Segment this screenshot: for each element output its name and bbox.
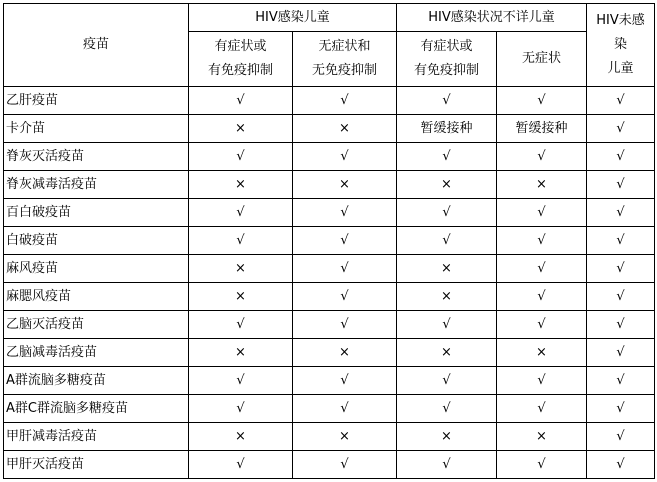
recommendation-cell-c5: √ [587, 87, 655, 115]
vaccine-name-cell: A群流脑多糖疫苗 [4, 367, 189, 395]
recommendation-cell-c1: √ [189, 395, 293, 423]
recommendation-cell-c4: √ [497, 367, 587, 395]
recommendation-cell-c1: √ [189, 311, 293, 339]
vaccine-name-cell: 百白破疫苗 [4, 199, 189, 227]
recommendation-cell-c5: √ [587, 227, 655, 255]
column-header-hiv-uninfected [587, 4, 655, 87]
recommendation-cell-c2: √ [293, 367, 397, 395]
vaccine-name-cell: 脊灰灭活疫苗 [4, 143, 189, 171]
recommendation-cell-c5: √ [587, 451, 655, 479]
recommendation-cell-c1: × [189, 171, 293, 199]
table-row [4, 143, 655, 171]
recommendation-cell-c3: √ [397, 87, 497, 115]
recommendation-cell-c3: × [397, 339, 497, 367]
table-row [4, 339, 655, 367]
table-row [4, 115, 655, 143]
table-row [4, 311, 655, 339]
recommendation-cell-c2: √ [293, 311, 397, 339]
recommendation-cell-c3: × [397, 423, 497, 451]
recommendation-cell-c2: × [293, 423, 397, 451]
recommendation-cell-c2: × [293, 171, 397, 199]
recommendation-cell-c5: √ [587, 143, 655, 171]
recommendation-cell-c4: √ [497, 227, 587, 255]
subheader-line1: 无症状 [521, 51, 561, 66]
subheader-line1: 有症状或 [214, 39, 267, 54]
recommendation-cell-c5: √ [587, 367, 655, 395]
recommendation-cell-c2: × [293, 339, 397, 367]
recommendation-cell-c3: × [397, 255, 497, 283]
recommendation-cell-c1: × [189, 339, 293, 367]
recommendation-cell-c2: √ [293, 227, 397, 255]
table-row [4, 423, 655, 451]
recommendation-cell-c4: √ [497, 199, 587, 227]
table-row [4, 255, 655, 283]
recommendation-cell-c3: √ [397, 227, 497, 255]
header-row-groups [4, 4, 655, 32]
recommendation-cell-c4: √ [497, 87, 587, 115]
recommendation-cell-c1: √ [189, 367, 293, 395]
recommendation-cell-c4: × [497, 171, 587, 199]
recommendation-cell-c2: √ [293, 199, 397, 227]
recommendation-cell-c4: √ [497, 311, 587, 339]
recommendation-cell-c3: √ [397, 451, 497, 479]
recommendation-cell-c4: 暂缓接种 [497, 115, 587, 143]
recommendation-cell-c1: √ [189, 143, 293, 171]
vaccine-name-cell: 卡介苗 [4, 115, 189, 143]
table-row [4, 87, 655, 115]
recommendation-cell-c2: √ [293, 451, 397, 479]
recommendation-cell-c5: √ [587, 199, 655, 227]
recommendation-cell-c3: √ [397, 395, 497, 423]
table-row [4, 283, 655, 311]
recommendation-cell-c1: × [189, 283, 293, 311]
recommendation-cell-c3: √ [397, 143, 497, 171]
table-row [4, 395, 655, 423]
recommendation-cell-c5: √ [587, 423, 655, 451]
recommendation-cell-c1: √ [189, 199, 293, 227]
recommendation-cell-c4: √ [497, 255, 587, 283]
vaccine-name-cell: A群C群流脑多糖疫苗 [4, 395, 189, 423]
subheader-unknown-asymptomatic [497, 32, 587, 87]
recommendation-cell-c4: √ [497, 451, 587, 479]
recommendation-cell-c5: √ [587, 395, 655, 423]
vaccine-name-cell: 白破疫苗 [4, 227, 189, 255]
recommendation-cell-c5: √ [587, 283, 655, 311]
table-row [4, 227, 655, 255]
recommendation-cell-c3: √ [397, 199, 497, 227]
recommendation-cell-c4: √ [497, 395, 587, 423]
recommendation-cell-c2: √ [293, 283, 397, 311]
recommendation-cell-c1: × [189, 423, 293, 451]
recommendation-cell-c3: × [397, 171, 497, 199]
recommendation-cell-c3: × [397, 283, 497, 311]
subheader-unknown-symptomatic [397, 32, 497, 87]
subheader-line1: 有症状或 [420, 39, 473, 54]
vaccine-name-cell: 麻风疫苗 [4, 255, 189, 283]
recommendation-cell-c1: × [189, 115, 293, 143]
recommendation-cell-c5: √ [587, 115, 655, 143]
recommendation-cell-c5: √ [587, 255, 655, 283]
table-row [4, 451, 655, 479]
vaccine-column-header: 疫苗 [4, 4, 189, 87]
subheader-line2: 无免疫抑制 [311, 63, 377, 78]
vaccine-name-cell: 乙肝疫苗 [4, 87, 189, 115]
recommendation-cell-c1: √ [189, 227, 293, 255]
subheader-line2: 有免疫抑制 [207, 63, 273, 78]
group-header-hiv-infected: HIV感染儿童 [189, 4, 397, 32]
recommendation-cell-c2: √ [293, 395, 397, 423]
table-row [4, 171, 655, 199]
subheader-line1: 无症状和 [318, 39, 371, 54]
recommendation-cell-c5: √ [587, 339, 655, 367]
subheader-line2: 有免疫抑制 [413, 63, 479, 78]
vaccination-table [3, 3, 655, 479]
recommendation-cell-c3: 暂缓接种 [397, 115, 497, 143]
recommendation-cell-c2: √ [293, 87, 397, 115]
recommendation-cell-c4: √ [497, 143, 587, 171]
group-header-hiv-unknown: HIV感染状况不详儿童 [397, 4, 587, 32]
subheader-infected-symptomatic [189, 32, 293, 87]
table-row [4, 199, 655, 227]
recommendation-cell-c1: √ [189, 451, 293, 479]
recommendation-cell-c4: × [497, 339, 587, 367]
recommendation-cell-c5: √ [587, 311, 655, 339]
vaccine-name-cell: 乙脑灭活疫苗 [4, 311, 189, 339]
vaccine-name-cell: 乙脑减毒活疫苗 [4, 339, 189, 367]
table-row [4, 367, 655, 395]
recommendation-cell-c2: √ [293, 255, 397, 283]
recommendation-cell-c2: × [293, 115, 397, 143]
vaccine-name-cell: 甲肝减毒活疫苗 [4, 423, 189, 451]
recommendation-cell-c3: √ [397, 367, 497, 395]
recommendation-cell-c1: √ [189, 87, 293, 115]
vaccine-name-cell: 甲肝灭活疫苗 [4, 451, 189, 479]
recommendation-cell-c4: × [497, 423, 587, 451]
uninfected-line3: 儿童 [607, 61, 634, 76]
table-body [4, 87, 655, 479]
subheader-infected-asymptomatic [293, 32, 397, 87]
recommendation-cell-c5: √ [587, 171, 655, 199]
recommendation-cell-c3: √ [397, 311, 497, 339]
recommendation-cell-c2: √ [293, 143, 397, 171]
vaccine-name-cell: 脊灰减毒活疫苗 [4, 171, 189, 199]
uninfected-line1: HIV未感 [596, 13, 645, 28]
uninfected-line2: 染 [613, 37, 627, 52]
recommendation-cell-c1: × [189, 255, 293, 283]
recommendation-cell-c4: √ [497, 283, 587, 311]
vaccine-name-cell: 麻腮风疫苗 [4, 283, 189, 311]
